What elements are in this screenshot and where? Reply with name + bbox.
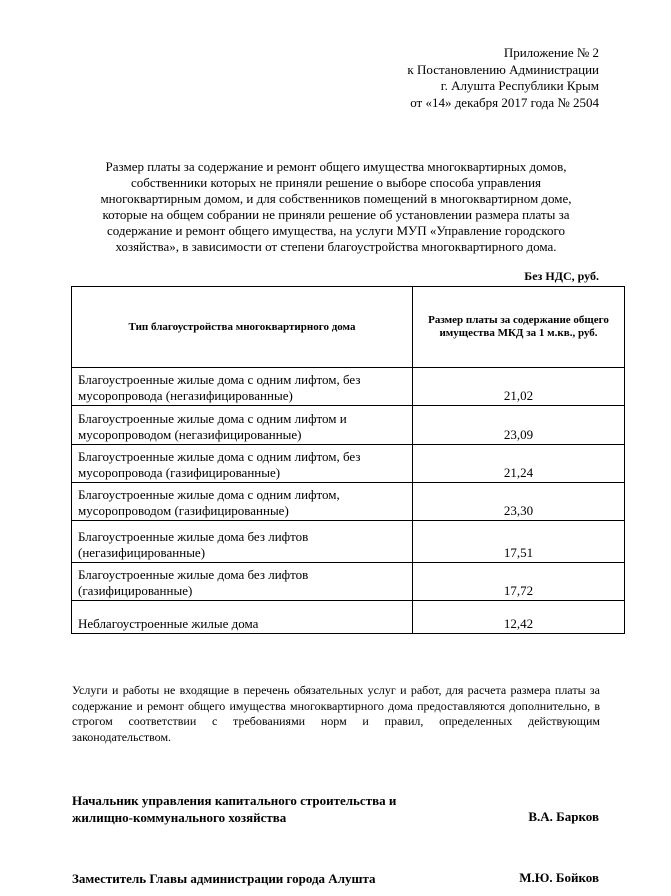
title-line: содержание и ремонт общего имущества, на услуги МУП «Управление городского [107,223,565,238]
document-title [72,159,600,255]
row-type-line: Благоустроенные жилые дома без лифтов [78,529,309,544]
row-value: 23,30 [413,483,625,521]
row-value: 12,42 [413,601,625,634]
row-type-line: Благоустроенные жилые дома с одним лифтом, без [78,449,361,464]
row-type-line: мусоропровода (газифицированные) [78,465,281,480]
row-type-line: Благоустроенные жилые дома с одним лифтом и [78,411,347,426]
signature-title [72,870,376,887]
appendix-city: г. Алушта Республики Крым [440,78,599,93]
table-row [72,368,625,406]
services-note: Услуги и работы не входящие в перечень обязательных услуг и работ, для расчета размера платы за содержание и ремонт общего имущества многоквартирного дома предоставляются дополнительно, в строгом соответствии с требованиями норм и правил, определенных действующим законодательством. [72,683,600,744]
appendix-date-number: от «14» декабря 2017 года № 2504 [410,94,599,110]
signature-title-line: Заместитель Главы администрации города Алушта [72,871,376,886]
row-type-cell [72,406,413,445]
row-value: 17,51 [413,521,625,563]
title-line: которые на общем собрании не приняли решение об установлении размера платы за [102,207,570,222]
row-type-line: (негазифицированные) [78,545,206,560]
row-type-cell [72,521,413,563]
row-type-cell [72,368,413,406]
signature-name: М.Ю. Бойков [519,870,599,885]
row-type-line: (газифицированные) [78,583,193,598]
table-row [72,445,625,483]
row-type-cell [72,483,413,521]
title-line: хозяйства», в зависимости от степени благоустройства многоквартирного дома. [115,239,557,254]
row-type-line: мусоропроводом (газифицированные) [78,503,289,518]
row-type-line: Благоустроенные жилые дома без лифтов [78,567,309,582]
row-type-line: мусоропроводом (негазифицированные) [78,427,302,442]
row-type-line: мусоропровода (негазифицированные) [78,388,293,403]
table-row [72,601,625,634]
signature-name: В.А. Барков [528,809,599,824]
row-type-cell [72,601,413,634]
header-rate: Размер платы за содержание общего имущества МКД за 1 м.кв., руб. [413,287,625,368]
appendix-resolution-ref: к Постановлению Администрации [407,61,599,77]
title-line: Размер платы за содержание и ремонт общего имущества многоквартирных домов, [105,159,567,174]
row-type-cell [72,445,413,483]
table-row [72,406,625,445]
row-type-line: Неблагоустроенные жилые дома [78,616,259,631]
header-type: Тип благоустройства многоквартирного дома [72,287,413,368]
row-value: 21,02 [413,368,625,406]
row-value: 23,09 [413,406,625,445]
appendix-number: Приложение № 2 [503,45,599,60]
row-value: 21,24 [413,445,625,483]
table-row [72,563,625,601]
table-row [72,521,625,563]
row-type-line: Благоустроенные жилые дома с одним лифтом, [78,487,340,502]
title-line: многоквартирным домом, и для собственников помещений в многоквартирном доме, [100,191,572,206]
table-row [72,483,625,521]
row-type-cell [72,563,413,601]
signature-title-line: жилищно-коммунального хозяйства [72,810,287,825]
signature-title [72,792,396,826]
table-header-row [72,287,625,368]
row-type-line: Благоустроенные жилые дома с одним лифтом, без [78,372,361,387]
appendix-header [407,45,599,111]
rates-table [71,286,625,634]
currency-note: Без НДС, руб. [524,269,599,283]
title-line: собственники которых не приняли решение о выборе способа управления [130,175,542,190]
row-value: 17,72 [413,563,625,601]
signature-title-line: Начальник управления капитального строительства и [72,793,397,808]
